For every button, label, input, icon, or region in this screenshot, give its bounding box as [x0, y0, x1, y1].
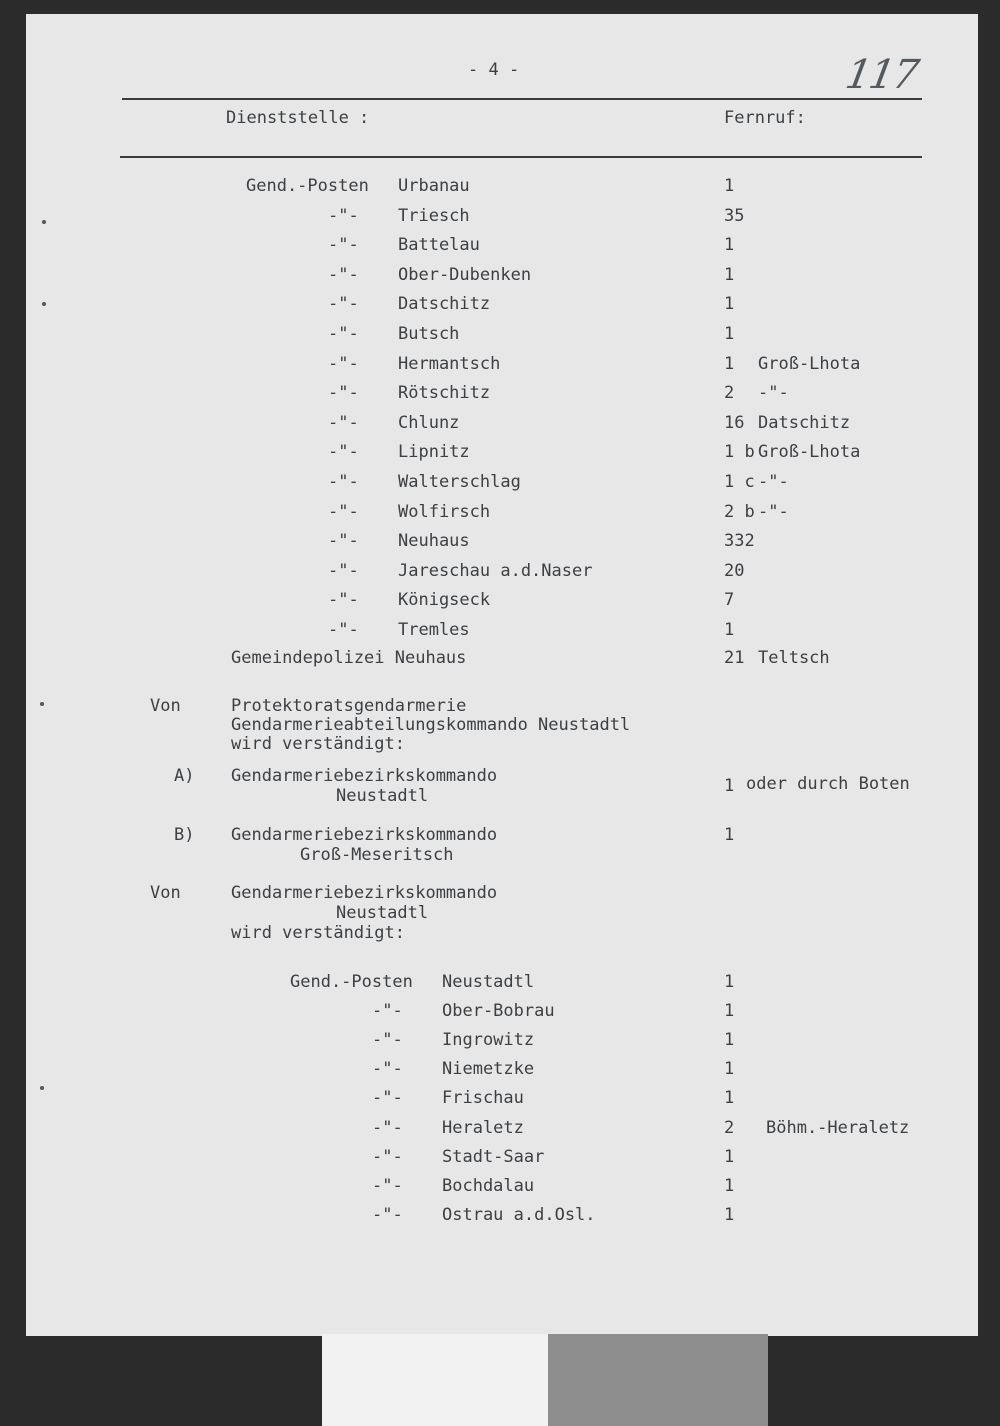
phone-number: 1 [724, 1059, 735, 1079]
station-name: Jareschau a.d.Naser [398, 561, 593, 581]
phone-number: 35 [724, 206, 745, 226]
station-name: Wolfirsch [398, 502, 491, 522]
phone-number: 1 [724, 235, 735, 255]
phone-number: 1 [724, 1205, 735, 1225]
station-name: Tremles [398, 620, 470, 640]
phone-number: 1 [724, 620, 735, 640]
phone-number: 2 [724, 1118, 735, 1138]
calibration-strip-gray [548, 1334, 768, 1426]
station-name: Urbanau [398, 176, 470, 196]
ditto-mark: -"- [328, 531, 359, 551]
ditto-mark: -"- [328, 324, 359, 344]
ditto-mark: -"- [372, 1118, 403, 1138]
ditto-mark: -"- [328, 294, 359, 314]
notification-line: wird verständigt: [231, 923, 405, 943]
station-name: Neuhaus [398, 531, 470, 551]
phone-number: 1 [724, 776, 735, 796]
ditto-mark: -"- [372, 1059, 403, 1079]
phone-number: 1 b [724, 442, 755, 462]
phone-note: Groß-Lhota [758, 354, 861, 374]
ditto-mark: -"- [372, 1001, 403, 1021]
station-name: Butsch [398, 324, 460, 344]
phone-number: 1 [724, 1001, 735, 1021]
ditto-mark: -"- [328, 561, 359, 581]
ditto-mark: -"- [328, 383, 359, 403]
ditto-mark: -"- [328, 235, 359, 255]
ditto-mark: -"- [372, 1030, 403, 1050]
command-name: Gendarmeriebezirkskommando [231, 883, 498, 903]
phone-note: Datschitz [758, 413, 851, 433]
phone-number: 1 [724, 1030, 735, 1050]
notification-line: Protektoratsgendarmerie [231, 696, 467, 716]
station-prefix: Gend.-Posten [246, 176, 369, 196]
station-name: Hermantsch [398, 354, 501, 374]
command-location: Groß-Meseritsch [300, 845, 454, 865]
phone-number: 2 [724, 383, 735, 403]
calibration-strip-white [322, 1334, 548, 1426]
phone-number: 1 [724, 294, 735, 314]
phone-number: 2 b [724, 502, 755, 522]
phone-number: 21 [724, 648, 745, 668]
phone-number: 20 [724, 561, 745, 581]
phone-note: Teltsch [758, 648, 830, 668]
punch-hole [42, 302, 46, 306]
punch-hole [40, 702, 44, 706]
station-name: Ostrau a.d.Osl. [442, 1205, 596, 1225]
phone-number: 1 [724, 324, 735, 344]
phone-number: 1 [724, 176, 735, 196]
punch-hole [42, 220, 46, 224]
station-name: Walterschlag [398, 472, 521, 492]
command-name: Gendarmeriebezirkskommando [231, 825, 498, 845]
phone-number: 16 [724, 413, 745, 433]
station-name: Triesch [398, 206, 470, 226]
notification-line: Gendarmerieabteilungskommando Neustadtl [231, 715, 631, 735]
notification-line: wird verständigt: [231, 734, 405, 754]
station-name: Frischau [442, 1088, 524, 1108]
document-page [26, 14, 978, 1336]
item-label-b: B) [174, 825, 195, 845]
phone-number: 7 [724, 590, 735, 610]
phone-number: 1 [724, 1147, 735, 1167]
folio-number: 117 [841, 52, 921, 98]
ditto-mark: -"- [372, 1088, 403, 1108]
ditto-mark: -"- [372, 1205, 403, 1225]
phone-note: -"- [758, 383, 789, 403]
column-header-fernruf: Fernruf: [724, 108, 806, 128]
station-name: Königseck [398, 590, 491, 610]
command-name: Gendarmeriebezirkskommando [231, 766, 498, 786]
ditto-mark: -"- [328, 206, 359, 226]
phone-number: 1 [724, 1176, 735, 1196]
phone-number: 1 c [724, 472, 755, 492]
phone-number: 1 [724, 825, 735, 845]
station-name: Neustadtl [442, 972, 535, 992]
station-name: Ober-Dubenken [398, 265, 532, 285]
station-name: Chlunz [398, 413, 460, 433]
ditto-mark: -"- [372, 1176, 403, 1196]
command-location: Neustadtl [336, 786, 429, 806]
ditto-mark: -"- [328, 265, 359, 285]
ditto-mark: -"- [328, 472, 359, 492]
von-label: Von [150, 696, 181, 716]
ditto-mark: -"- [328, 590, 359, 610]
phone-number: 1 [724, 265, 735, 285]
station-name: Bochdalau [442, 1176, 535, 1196]
municipal-police-label: Gemeindepolizei Neuhaus [231, 648, 467, 668]
page-number: - 4 - [468, 60, 520, 80]
ditto-mark: -"- [372, 1147, 403, 1167]
item-label-a: A) [174, 766, 195, 786]
station-name: Ingrowitz [442, 1030, 535, 1050]
punch-hole [40, 1086, 44, 1090]
header-top-rule [122, 98, 922, 100]
phone-note: Böhm.-Heraletz [766, 1118, 910, 1138]
phone-number: 332 [724, 531, 755, 551]
phone-note: -"- [758, 472, 789, 492]
von-label: Von [150, 883, 181, 903]
station-name: Stadt-Saar [442, 1147, 545, 1167]
header-bottom-rule [120, 156, 922, 158]
phone-number: 1 [724, 972, 735, 992]
phone-note: -"- [758, 502, 789, 522]
station-name: Lipnitz [398, 442, 470, 462]
station-prefix: Gend.-Posten [290, 972, 413, 992]
ditto-mark: -"- [328, 502, 359, 522]
column-header-dienststelle: Dienststelle : [226, 108, 370, 128]
station-name: Battelau [398, 235, 480, 255]
phone-number: 1 [724, 1088, 735, 1108]
phone-number: 1 [724, 354, 735, 374]
station-name: Niemetzke [442, 1059, 535, 1079]
phone-note: Groß-Lhota [758, 442, 861, 462]
ditto-mark: -"- [328, 413, 359, 433]
ditto-mark: -"- [328, 620, 359, 640]
station-name: Datschitz [398, 294, 491, 314]
station-name: Heraletz [442, 1118, 524, 1138]
phone-note: oder durch Boten [746, 774, 910, 794]
station-name: Ober-Bobrau [442, 1001, 555, 1021]
ditto-mark: -"- [328, 354, 359, 374]
station-name: Rötschitz [398, 383, 491, 403]
command-location: Neustadtl [336, 903, 429, 923]
ditto-mark: -"- [328, 442, 359, 462]
